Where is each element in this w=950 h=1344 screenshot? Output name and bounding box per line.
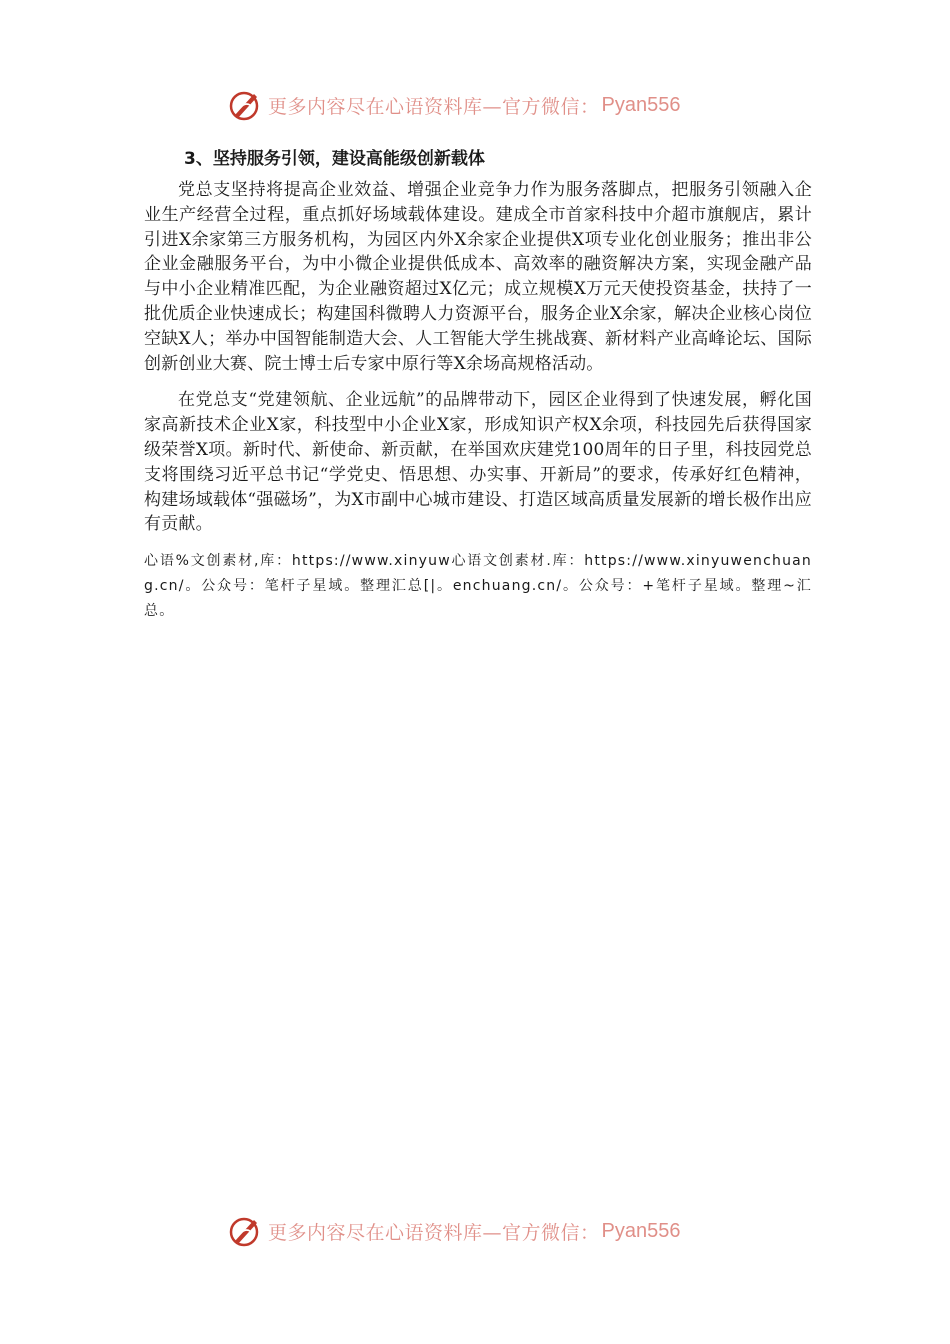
section-heading: 3、坚持服务引领，建设高能级创新载体: [184, 149, 485, 169]
pen-logo-icon: [228, 1214, 262, 1248]
banner-wechat-id: Pyan556: [601, 1219, 681, 1242]
banner-wechat-id: Pyan556: [601, 93, 681, 116]
watermark-banner-bottom: [228, 1211, 748, 1251]
banner-text: 更多内容尽在心语资料库—官方微信：: [268, 95, 600, 118]
watermark-banner-top: [228, 85, 748, 125]
banner-text: 更多内容尽在心语资料库—官方微信：: [268, 1221, 600, 1244]
paragraph-1: 党总支坚持将提高企业效益、增强企业竞争力作为服务落脚点，把服务引领融入企业生产经营全过程，重点抓好场域载体建设。建成全市首家科技中介超市旗舰店，累计引进X余家第三方服务机构，为园区内外X余家企业提供X项专业化创业服务；推出非公企业金融服务平台，为中小微企业提供低成本、高效率的融资解决方案，实现金融产品与中小企业精准匹配，为企业融资超过X亿元；成立规模X万元天使投资基金，扶持了一批优质企业快速成长；构建国科微聘人力资源平台，服务企业X余家，解决企业核心岗位空缺X人；举办中国智能制造大会、人工智能大学生挑战赛、新材料产业高峰论坛、国际创新创业大赛、院士博士后专家中原行等X余场高规格活动。: [144, 180, 812, 374]
pen-logo-icon: [228, 88, 262, 122]
paragraph-2: 在党总支“党建领航、企业远航”的品牌带动下，园区企业得到了快速发展，孵化国家高新技术企业X家，科技型中小企业X家，形成知识产权X余项，科技园先后获得国家级荣誉X项。新时代、新使命、新贡献，在举国欢庆建党100周年的日子里，科技园党总支将围绕习近平总书记“学党史、悟思想、办实事、开新局”的要求，传承好红色精神，构建场域载体“强磁场”，为X市副中心城市建设、打造区域高质量发展新的增长极作出应有贡献。: [144, 390, 812, 535]
source-note: 心语%文创素材,库：https://www.xinyuw心语文创素材.库：https://www.xinyuwenchuang.cn/。公众号：笔杆子星域。整理汇总[|。enchuang.cn/。公众号：+笔杆子星域。整理~汇总。: [144, 553, 812, 620]
document-body: [144, 146, 812, 624]
